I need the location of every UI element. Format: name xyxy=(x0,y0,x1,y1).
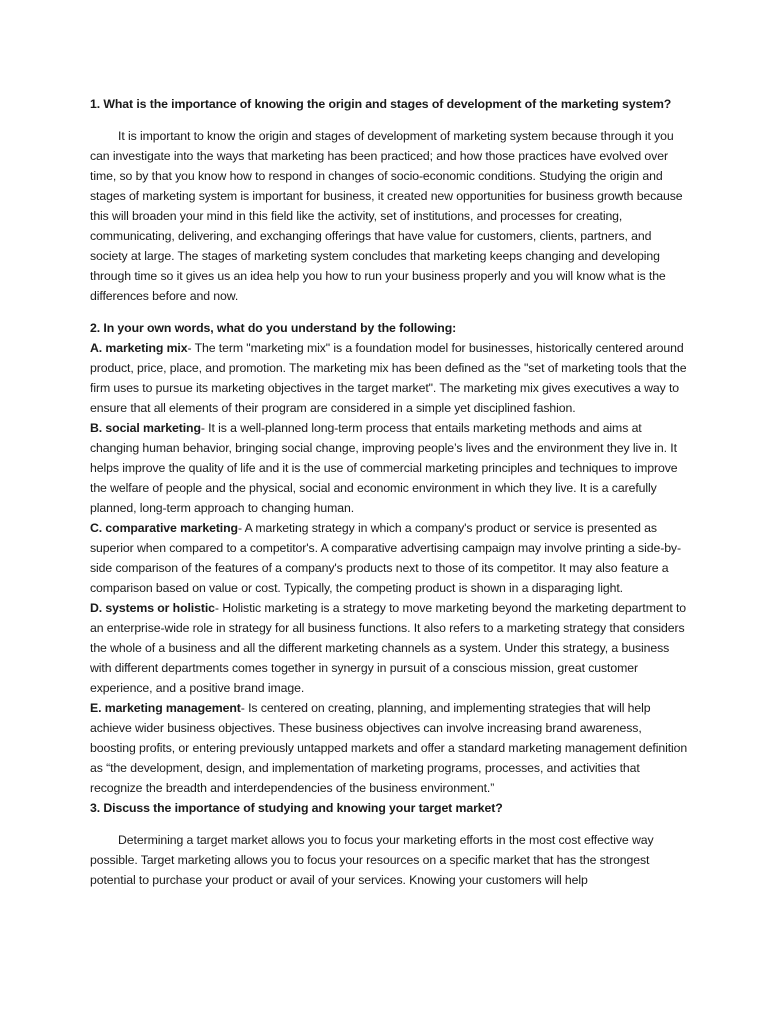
definition-comparative-marketing xyxy=(90,518,690,598)
definition-text-holistic-marketing: - Holistic marketing is a strategy to move marketing beyond the marketing department to an enterprise-wide role in strategy for all business functions. It also refers to a marketing strategy that considers the whole of a business and all the different marketing channels as a system. Under this strategy, a business with different departments comes together in synergy in pursuit of a conscious mission, great customer experience, and a positive brand image. xyxy=(90,601,687,695)
definition-text-marketing-management: - Is centered on creating, planning, and implementing strategies that will help achieve wider business objectives. These business objectives can involve increasing brand awareness, boosting profits, or entering previously untapped markets and offer a standard marketing management definition as “the development, design, and implementation of marketing programs, processes, and activities that recognize the breadth and interdependencies of the business environment.” xyxy=(90,701,688,795)
term-holistic-marketing: D. systems or holistic xyxy=(90,601,215,615)
term-comparative-marketing: C. comparative marketing xyxy=(90,521,238,535)
question-1: 1. What is the importance of knowing the origin and stages of development of the marketing system? xyxy=(90,97,672,111)
definition-holistic-marketing xyxy=(90,598,690,698)
definition-text-marketing-mix: - The term "marketing mix" is a foundation model for businesses, historically centered around product, price, place, and promotion. The marketing mix has been defined as the "set of marketing tools that the firm uses to pursue its marketing objectives in the target market". The marketing mix gives executives a way to ensure that all elements of their program are considered in a simple yet disciplined fashion. xyxy=(90,341,687,415)
question-3: 3. Discuss the importance of studying and knowing your target market? xyxy=(90,801,503,815)
definition-marketing-mix xyxy=(90,338,690,418)
term-marketing-management: E. marketing management xyxy=(90,701,241,715)
definition-text-social-marketing: - It is a well-planned long-term process that entails marketing methods and aims at changing human behavior, bringing social change, improving people’s lives and the environment they live in. It helps improve the quality of life and it is the use of commercial marketing principles and techniques to improve the welfare of people and the physical, social and economic environment in which they live. It is a carefully planned, long-term approach to changing human. xyxy=(90,421,678,515)
answer-1: It is important to know the origin and stages of development of marketing system because through it you can investigate into the ways that marketing has been practiced; and how those practices have evolved over time, so by that you know how to respond in changes of socio-economic conditions. Studying the origin and stages of marketing system is important for business, it created new opportunities for business growth because this will broaden your mind in this field like the activity, set of institutions, and processes for creating, communicating, delivering, and exchanging offerings that have value for customers, clients, partners, and society at large. The stages of marketing system concludes that marketing keeps changing and developing through time so it gives us an idea help you how to run your business properly and you will know what is the differences before and now. xyxy=(90,129,683,303)
term-social-marketing: B. social marketing xyxy=(90,421,201,435)
definition-text-comparative-marketing: - A marketing strategy in which a company's product or service is presented as superior when compared to a competitor's. A comparative advertising campaign may involve printing a side-by-side comparison of the features of a company's products next to those of its competitor. It may also feature a comparison based on value or cost. Typically, the competing product is shown in a disparaging light. xyxy=(90,521,681,595)
question-2: 2. In your own words, what do you understand by the following: xyxy=(90,321,457,335)
definition-marketing-management xyxy=(90,698,690,798)
answer-3: Determining a target market allows you to focus your marketing efforts in the most cost effective way possible. Target marketing allows you to focus your resources on a specific market that has the strongest potential to purchase your product or avail of your services. Knowing your customers will help xyxy=(90,833,654,887)
definition-social-marketing xyxy=(90,418,690,518)
term-marketing-mix: A. marketing mix xyxy=(90,341,188,355)
document-page xyxy=(90,94,690,890)
